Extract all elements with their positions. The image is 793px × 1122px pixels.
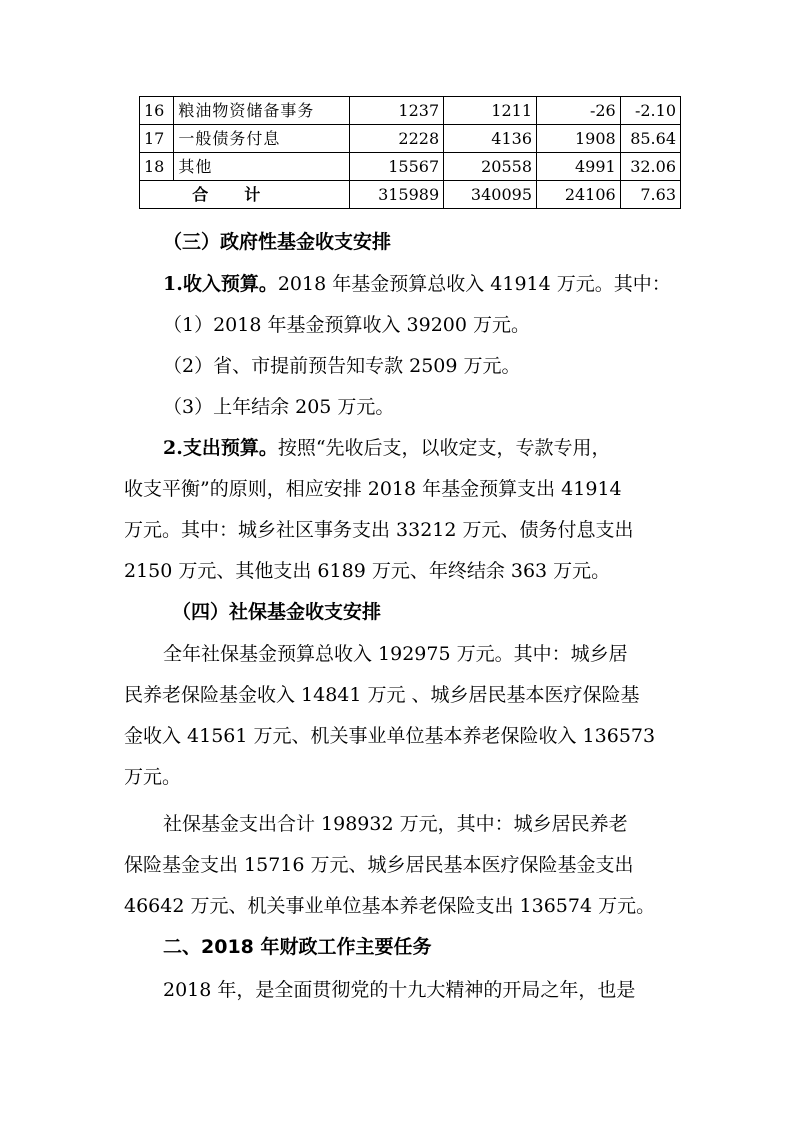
- section3-item-2: （2）省、市提前预告知专款 2509 万元。: [163, 355, 521, 377]
- part2-paragraph-1-line-1: 2018 年，是全面贯彻党的十九大精神的开局之年，也是: [163, 979, 636, 1001]
- row-value-3: -26: [537, 97, 621, 125]
- section4-paragraph-1-line-1: 全年社保基金预算总收入 192975 万元。其中：城乡居: [163, 643, 628, 665]
- total-value-2: 340095: [444, 181, 537, 209]
- section3-paragraph-2-line-2: 收支平衡”的原则，相应安排 2018 年基金预算支出 41914: [124, 478, 622, 500]
- row-number: 16: [140, 97, 174, 125]
- section4-paragraph-1-line-2: 民养老保险基金收入 14841 万元 、城乡居民基本医疗保险基: [124, 684, 640, 706]
- table-row: [140, 153, 681, 181]
- section3-p2-line1-text: 按照“先收后支，以收定支，专款专用，: [277, 437, 611, 459]
- section4-heading: （四）社保基金收支安排: [172, 601, 382, 623]
- row-value-1: 1237: [349, 97, 444, 125]
- section4-paragraph-1-line-3: 金收入 41561 万元、机关事业单位基本养老保险收入 136573: [124, 725, 656, 747]
- row-value-2: 20558: [444, 153, 537, 181]
- section3-item-1: （1）2018 年基金预算收入 39200 万元。: [163, 314, 531, 336]
- section3-paragraph-2-line-4: 2150 万元、其他支出 6189 万元、年终结余 363 万元。: [124, 560, 611, 582]
- section4-paragraph-2-line-2: 保险基金支出 15716 万元、城乡居民基本医疗保险基金支出: [124, 854, 634, 876]
- row-value-3: 1908: [537, 125, 621, 153]
- row-number: 17: [140, 125, 174, 153]
- section4-paragraph-1-line-4: 万元。: [124, 766, 182, 788]
- part2-heading: 二、2018 年财政工作主要任务: [163, 936, 432, 958]
- section3-item-3: （3）上年结余 205 万元。: [163, 396, 395, 418]
- section4-paragraph-2-line-1: 社保基金支出合计 198932 万元，其中：城乡居民养老: [163, 813, 628, 835]
- total-value-4: 7.63: [620, 181, 680, 209]
- total-value-1: 315989: [349, 181, 444, 209]
- row-value-4: 32.06: [620, 153, 680, 181]
- row-number: 18: [140, 153, 174, 181]
- budget-table: [139, 96, 681, 209]
- section3-paragraph-2-line-3: 万元。其中：城乡社区事务支出 33212 万元、债务付息支出: [124, 519, 634, 541]
- row-value-4: -2.10: [620, 97, 680, 125]
- row-item: 粮油物资储备事务: [174, 97, 349, 125]
- row-value-1: 15567: [349, 153, 444, 181]
- row-item: 一般债务付息: [174, 125, 349, 153]
- total-value-3: 24106: [537, 181, 621, 209]
- section3-p1-lead: 1.收入预算。: [163, 273, 278, 295]
- section3-paragraph-1: [163, 270, 671, 298]
- section4-paragraph-2-line-3: 46642 万元、机关事业单位基本养老保险支出 136574 万元。: [124, 895, 656, 917]
- section3-p1-text: 2018 年基金预算总收入 41914 万元。其中：: [277, 273, 671, 295]
- row-value-3: 4991: [537, 153, 621, 181]
- row-item: 其他: [174, 153, 349, 181]
- section3-paragraph-2-line-1: [163, 434, 611, 462]
- section3-heading: （三）政府性基金收支安排: [163, 231, 392, 253]
- table-row: [140, 97, 681, 125]
- table-row: [140, 125, 681, 153]
- section3-p2-lead: 2.支出预算。: [163, 437, 278, 459]
- row-value-1: 2228: [349, 125, 444, 153]
- total-label: 合计: [140, 181, 350, 209]
- row-value-2: 4136: [444, 125, 537, 153]
- table-total-row: [140, 181, 681, 209]
- row-value-2: 1211: [444, 97, 537, 125]
- row-value-4: 85.64: [620, 125, 680, 153]
